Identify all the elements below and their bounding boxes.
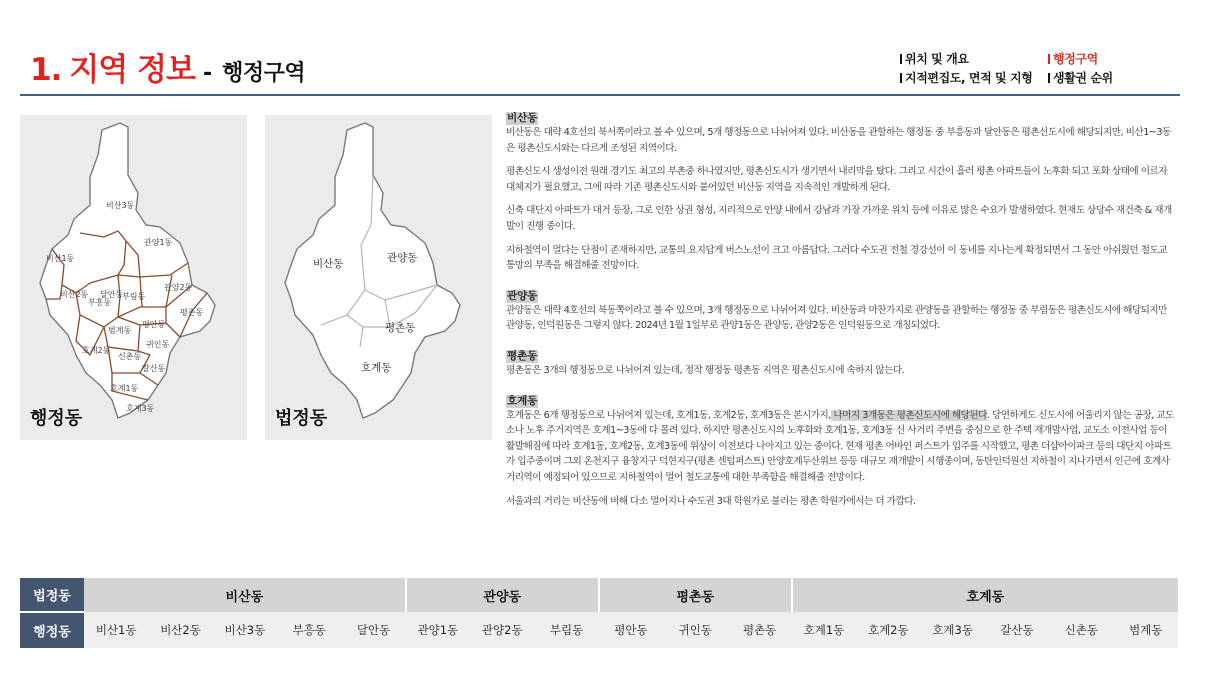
nav-item-cadastral[interactable]: 지적편집도, 면적 및 지형 (900, 69, 1048, 86)
admin-dong-map (20, 115, 247, 440)
map-label-hogye2: 호계2동 (82, 346, 111, 355)
admin-cell: 부흥동 (277, 612, 341, 648)
paragraph: 비산동은 대략 4호선의 북서쪽이라고 볼 수 있으며, 5개 행정동으로 나뉘어져 있다. 비산동을 관할하는 행정동 중 부흥동과 달안동은 평촌신도시에 해당되지만, 비산1~3동은 평촌신도시와는 다르게 조성된 지역이다. (506, 127, 1171, 154)
admin-cell: 신촌동 (1049, 612, 1113, 648)
admin-cell: 호계2동 (856, 612, 920, 648)
admin-cell: 비산2동 (148, 612, 212, 648)
district-table (20, 578, 1178, 648)
admin-cell: 부림동 (534, 612, 598, 648)
title-sub: 행정구역 (222, 61, 306, 86)
map-label-burim: 부림동 (122, 292, 146, 301)
title-number: 1. (30, 52, 62, 88)
map-label-bisan2: 비산2동 (60, 290, 89, 299)
section-pyeongchon (506, 344, 1174, 379)
group-cell-pyeongchon: 평촌동 (599, 578, 792, 612)
highlighted-text: 나머지 3개동은 평촌신도시에 해당된다 (830, 409, 987, 421)
section-heading-pyeongchon: 평촌동 (507, 349, 538, 362)
legal-map-drawing (265, 115, 492, 440)
admin-cell: 범계동 (1114, 612, 1179, 648)
paragraph (506, 408, 1174, 486)
map-label-pyeongchon: 평촌동 (180, 308, 204, 317)
map-label-bisan1: 비산1동 (46, 254, 75, 263)
map-label-beomgye: 범계동 (108, 326, 132, 335)
nav-item-ranking[interactable]: 생활권 순위 (1048, 69, 1128, 86)
paragraph: 지하철역이 멀다는 단점이 존재하지만, 교통의 요지답게 버스노선이 크고 아름답다. 그러다 수도권 전철 경강선이 이 동네를 지나는게 확정되면서 그 동안 아쉬웠던 철도교통망의 부족을 해결해줄 전망이다. (506, 244, 1168, 272)
paragraph: 평촌신도시 생성이전 원래 경기도 최고의 부촌중 하나였지만, 평촌신도시가 생기면서 내리막을 탔다. 그리고 시간이 흘러 평촌 아파트들이 노후화 되고 포화 상태에 이르자 대체지가 필요했고, 그에 따라 기존 평촌신도시와 붙어있던 비산동 지역을 지속적인 개발하게 된다. (506, 166, 1168, 193)
header-rule (20, 94, 1180, 96)
legal-label-gwanyang: 관양동 (387, 252, 418, 264)
nav-item-location[interactable]: 위치 및 개요 (900, 50, 1048, 67)
group-cell-gwanyang: 관양동 (406, 578, 599, 612)
legal-label-pyeongchon: 평촌동 (385, 322, 416, 334)
admin-cell: 관양1동 (406, 612, 470, 648)
admin-map-caption: 행정동 (30, 408, 83, 429)
section-bisan (506, 106, 1174, 274)
map-label-sinchon: 신촌동 (118, 352, 142, 361)
admin-dong-header: 행정동 (20, 612, 84, 648)
paragraph: 평촌동은 3개의 행정동으로 나뉘어져 있는데, 정작 행정동 평촌동 지역은 평촌신도시에 속하지 않는다. (506, 364, 905, 376)
paragraph: 서울과의 거리는 비산동에 비해 다소 멀어지나 수도권 3대 학원가로 불리는 평촌 학원가에서는 더 가깝다. (506, 495, 916, 507)
section-hogye (506, 389, 1174, 510)
legal-dong-header: 법정동 (20, 578, 84, 612)
legal-dong-row (20, 578, 1178, 612)
section-gwanyang (506, 284, 1174, 334)
admin-cell: 관양2동 (470, 612, 534, 648)
legal-dong-map (265, 115, 492, 440)
title-main: 지역 정보 (69, 52, 195, 88)
map-label-hogye1: 호계1동 (110, 384, 139, 393)
section-heading-bisan: 비산동 (507, 112, 538, 124)
map-label-galsan: 갈산동 (142, 364, 166, 373)
admin-dong-row (20, 612, 1178, 648)
map-label-pyeongan: 평안동 (142, 320, 166, 329)
admin-cell: 호계1동 (792, 612, 856, 648)
page-title (30, 44, 305, 89)
admin-cell: 비산3동 (213, 612, 277, 648)
admin-cell: 평안동 (599, 612, 663, 648)
admin-cell: 갈산동 (985, 612, 1049, 648)
legal-label-bisan: 비산동 (313, 258, 344, 270)
admin-map-outline (40, 123, 215, 418)
admin-cell: 호계3동 (920, 612, 984, 648)
group-cell-hogye: 호계동 (792, 578, 1178, 612)
paragraph: 신축 대단지 아파트가 대거 등장, 그로 인한 상권 형성, 지리적으로 안양 내에서 강남과 가장 가까운 위치 등에 이유로 많은 수요가 발생하였다. 현재도 상당수 재건축 & 재개발이 진행 중이다. (506, 205, 1172, 232)
title-dash: - (202, 61, 213, 86)
group-cell-bisan: 비산동 (84, 578, 406, 612)
paragraph: 관양동은 대략 4호선의 북동쪽이라고 볼 수 있으며, 3개 행정동으로 나뉘어져 있다. 비산동과 마찬가지로 관양동을 관할하는 행정동 중 부림동은 평촌신도시에 해당되지만 관양동, 인덕원동은 그렇지 않다. 2024년 1월 1일부로 관양1동은 관양동, 관양2동은 인덕원동으로 개칭되었다. (506, 304, 1167, 332)
legal-label-hogye: 호계동 (361, 362, 392, 374)
description-column (506, 106, 1174, 519)
legal-map-caption: 법정동 (275, 408, 328, 429)
paragraph-text: 호계동은 6개 행정동으로 나뉘어져 있는데, 호계1동, 호계2동, 호계3동은 본시가지, (506, 409, 831, 421)
map-label-gwiin: 귀인동 (146, 340, 170, 349)
admin-cell: 비산1동 (84, 612, 148, 648)
map-label-daran: 달안동 (100, 290, 124, 299)
map-label-gwanyang1: 관양1동 (144, 238, 173, 247)
admin-map-drawing (20, 115, 247, 440)
map-label-hogye3: 호계3동 (126, 404, 155, 413)
section-nav (900, 50, 1128, 86)
map-label-bisan3: 비산3동 (106, 201, 135, 210)
paragraph-text: . 당연하게도 신도시에 어울리지 않는 공장, 교도소나 노후 주거지역은 호계1~3동에 다 몰려 있다. 하지만 평촌신도시의 노후화와 호계1동, 호계3동 신 사거리 주변을 중심으로 한 주택 재개발사업, 교도소 이전사업 등이 활발해짐에 따라 호계1동, 호계2동, 호계3동에 위상이 이전보다 나아지고 있는 중이다. 현재 평촌 어바인 퍼스트가 입주를 시작했고, 평촌 더샵아이파크 등의 대단지 아파트가 입주중이며 그외 온천지구 융창지구 덕현지구(평촌 센텀퍼스트) 안양호계두산위브 등등 대규모 재개발이 시행중이며, 동탄인덕원선 지하철이 지나가면서 인근에 호계사거리역이 예정되어 있으므로 지하철역이 멀어 철도교통에 대한 부족함을 해결해줄 전망이다. (506, 409, 1174, 483)
map-label-buheung: 부흥동 (88, 298, 112, 307)
admin-cell: 달안동 (341, 612, 405, 648)
section-heading-gwanyang: 관양동 (507, 289, 538, 302)
section-heading-hogye: 호계동 (507, 394, 538, 407)
map-label-gwanyang2: 관양2동 (164, 283, 193, 292)
nav-item-admin-district[interactable]: 행정구역 (1048, 50, 1128, 67)
admin-cell: 평촌동 (727, 612, 791, 648)
admin-cell: 귀인동 (663, 612, 727, 648)
